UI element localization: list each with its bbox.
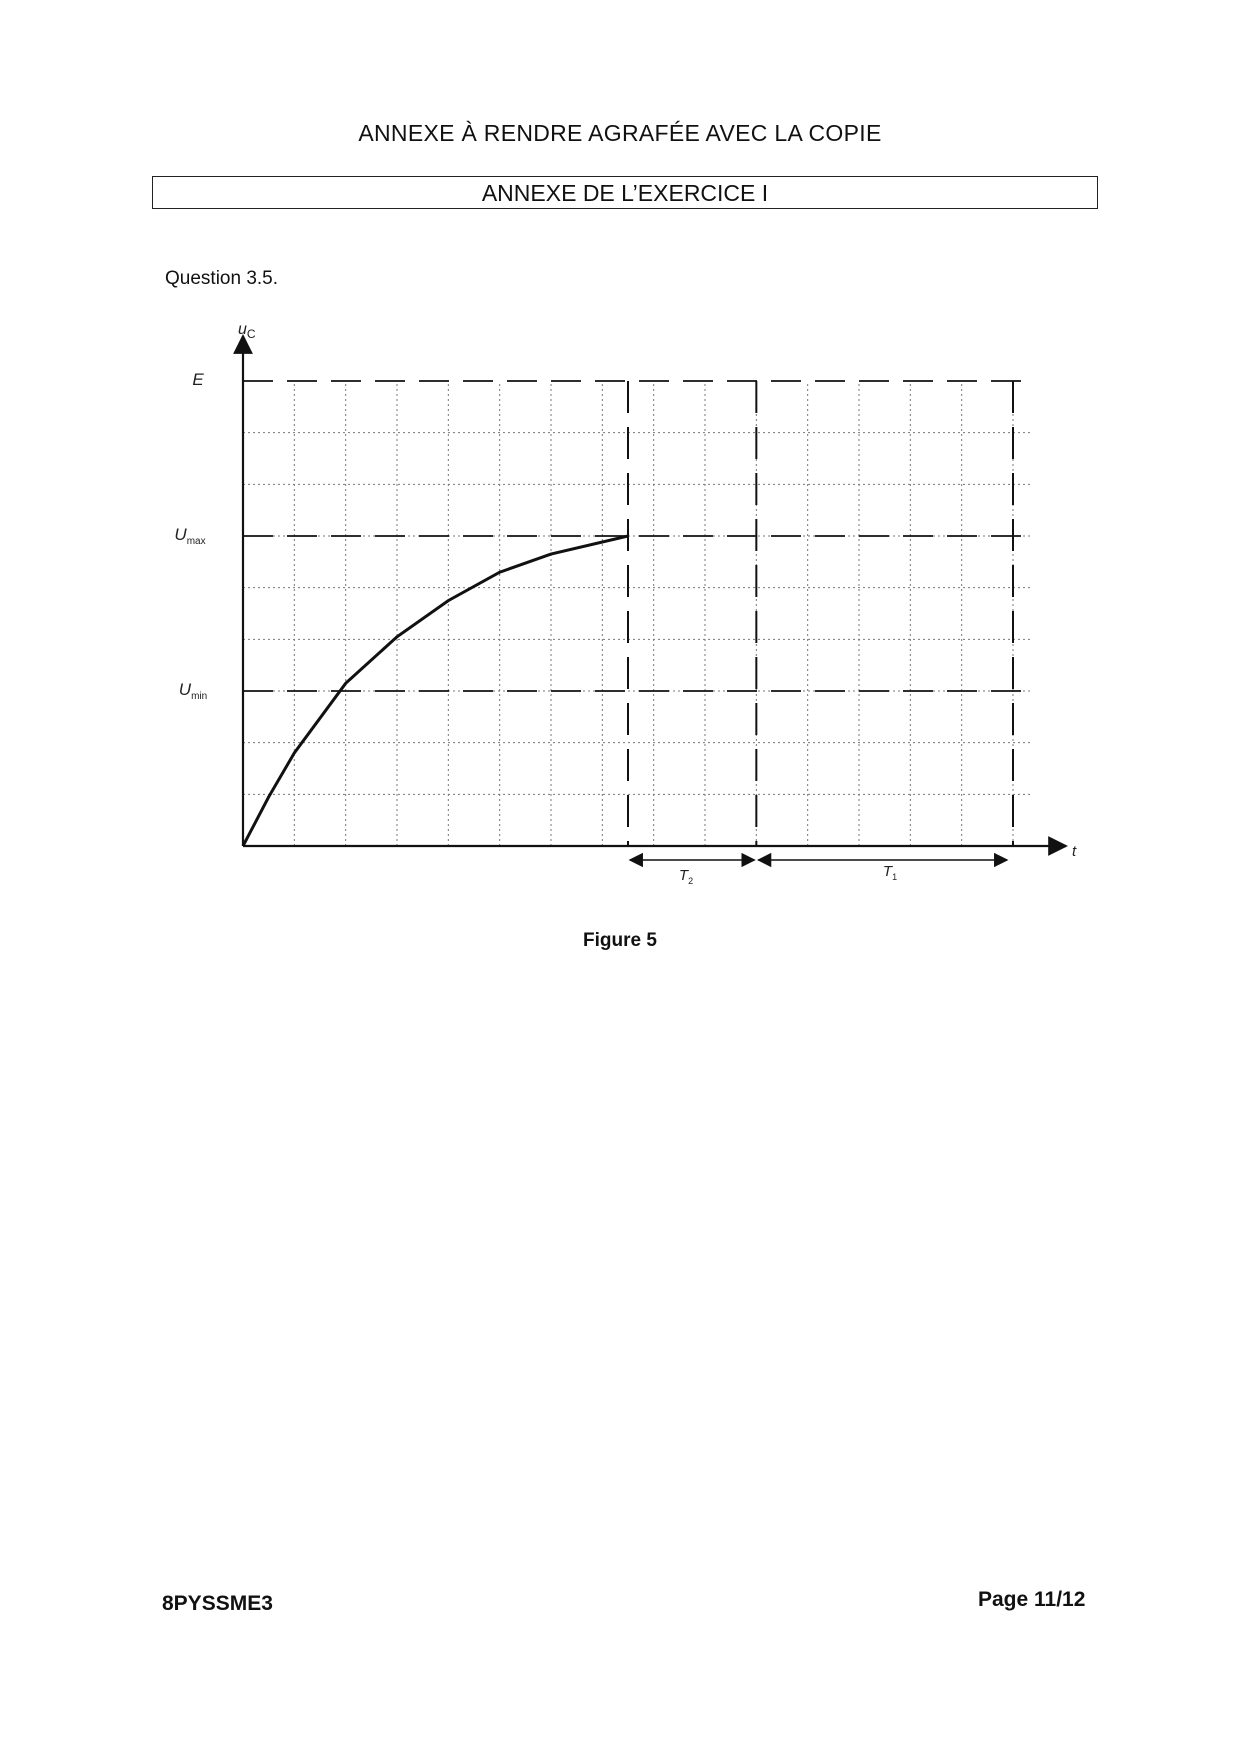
page-number: Page 11/12 <box>978 1588 1086 1611</box>
x-axis-label: t <box>1072 843 1077 860</box>
interval-label-t2: $T_2$ <box>678 867 694 886</box>
level-label-umin: $U_{min}$ <box>178 680 208 702</box>
figure-caption: Figure 5 <box>583 930 657 951</box>
section-title: ANNEXE DE L’EXERCICE I <box>481 180 769 206</box>
chart-axes <box>243 336 1066 846</box>
chart-grid <box>243 381 1031 846</box>
interval-label-t1: $T_1$ <box>882 863 898 882</box>
y-axis-label: $u_C$ <box>238 321 256 341</box>
vertical-markers <box>628 381 1013 846</box>
level-labels <box>174 370 207 702</box>
level-lines <box>243 381 1035 691</box>
level-label-umax: $U_{max}$ <box>174 525 206 547</box>
level-label-e: E <box>192 370 204 389</box>
annex-header: ANNEXE À RENDRE AGRAFÉE AVEC LA COPIE <box>358 120 882 146</box>
question-label: Question 3.5. <box>165 268 279 289</box>
document-code: 8PYSSME3 <box>162 1592 273 1615</box>
